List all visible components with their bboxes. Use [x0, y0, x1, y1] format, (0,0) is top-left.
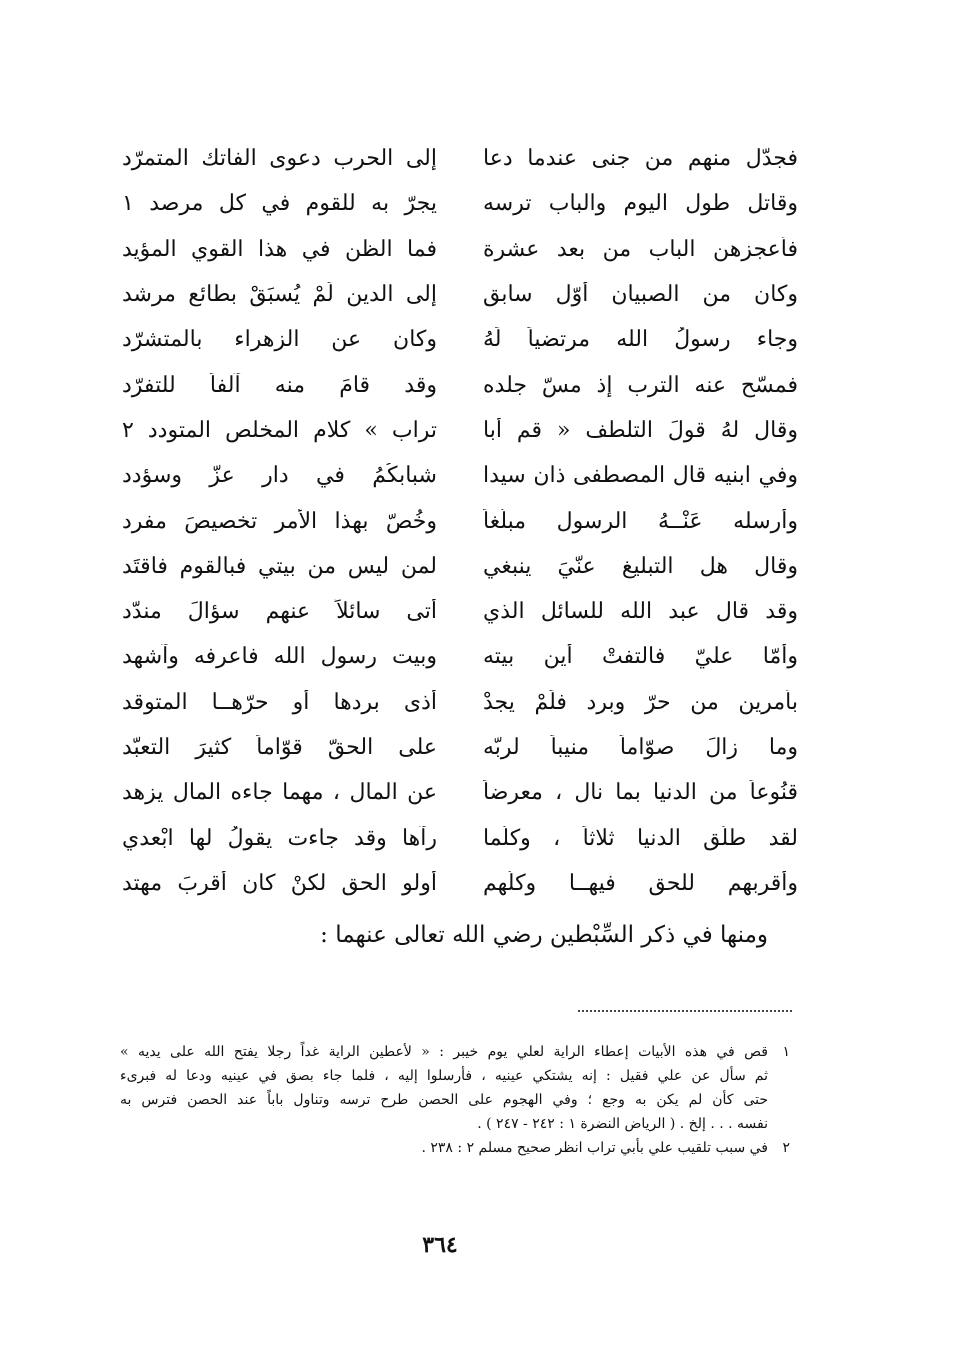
verse-first-hemistich: وأمّا عليّ فالتفتْ أين بيته	[483, 644, 798, 670]
footnote-line: قص في هذه الأبيات إعطاء الراية لعلي يوم خيبر : « لأعطين الراية غداً رجلا يفتح الله على يديه »	[120, 1044, 768, 1060]
verse-first-hemistich: لقد طلّق الدنيا ثلاثاً ، وكلّما	[483, 825, 798, 851]
verse-first-hemistich: وأرسله عَنْــهُ الرسول مبلّغاً	[483, 508, 798, 534]
verse-line	[118, 317, 798, 362]
verse-first-hemistich: وقال لهُ قولَ التلطف « قم أبا	[483, 417, 798, 443]
verse-second-hemistich: عن المال ، مهما جاءه المال يزهد	[122, 780, 437, 806]
verse-second-hemistich: على الحقّ قوّاماً كثيرَ التعبّد	[122, 735, 437, 760]
verse-first-hemistich: بأمرين من حرّ وبرد فلَمْ يجدْ	[483, 689, 798, 715]
verse-line	[118, 680, 798, 725]
footnotes-block	[120, 1040, 790, 1160]
verse-line	[118, 634, 798, 679]
verse-line	[118, 408, 798, 453]
verse-first-hemistich: وقاتل طول اليوم والباب ترسه	[483, 191, 798, 217]
verse-first-hemistich: فأعجزهن الباب من بعد عشرة	[483, 236, 798, 262]
footnote-text	[120, 1136, 768, 1160]
footnote-divider	[578, 1010, 792, 1012]
verse-first-hemistich: وقال هل التبليغ عنّيَ ينبغي	[483, 553, 798, 579]
verse-second-hemistich: يجرّ به للقوم في كل مرصد ١	[122, 191, 437, 217]
footnote-line: حتى كأن لم يكن به وجع ؛ وفي الهجوم على الحصن طرح ترسه وتناول باباً عند الحصن فترس به	[120, 1092, 768, 1108]
verse-line	[118, 770, 798, 815]
verse-second-hemistich: رآها وقد جاءت يقولُ لها ابْعدي	[122, 825, 437, 851]
verse-second-hemistich: إلى الحرب دعوى الفاتك المتمرّد	[122, 146, 437, 172]
verse-line	[118, 181, 798, 226]
verse-second-hemistich: فما الظن في هذا القوي المؤيد	[122, 236, 437, 262]
verse-first-hemistich: وقد قال عبد الله للسائل الذي	[483, 599, 798, 625]
footnote-line: ثم سأل عن علي فقيل : إنه يشتكي عينيه ، فأرسلوا إليه ، فلما جاء بصق في عينيه ودعا له فبرىء	[120, 1068, 768, 1084]
verse-first-hemistich: وكان من الصبيان أوّل سابق	[483, 282, 798, 308]
verse-line	[118, 725, 798, 770]
verse-first-hemistich: فجدّل منهم من جنى عندما دعا	[483, 146, 798, 172]
verse-second-hemistich: أذى بردها أو حرّهــا المتوقد	[122, 689, 437, 715]
verse-line	[118, 362, 798, 407]
verse-second-hemistich: وخُصّ بهذا الأمر تخصيصَ مفرد	[122, 508, 437, 534]
footnote	[120, 1136, 790, 1160]
footnote-line: في سبب تلقيب علي بأبي تراب انظر صحيح مسلم ٢ : ٢٣٨ .	[421, 1140, 768, 1156]
verse-second-hemistich: شبابكُمُ في دار عزّ وسؤدد	[122, 463, 437, 489]
verse-second-hemistich: وكان عن الزهراء بالمتشرّد	[122, 327, 437, 353]
verse-second-hemistich: وبيت رسول الله فاعرفه وآشهد	[122, 644, 437, 670]
verse-first-hemistich: قنُوعاً من الدنيا بما نال ، معرضاً	[483, 780, 798, 806]
verse-second-hemistich: لمن ليس من بيتي فبالقوم فاقتَد	[122, 553, 437, 579]
section-heading: ومنها في ذكر السِّبْطين رضي الله تعالى عنهما :	[320, 922, 768, 948]
verse-first-hemistich: وأقربهم للحق فيهــا وكلّهم	[483, 870, 798, 896]
verse-line	[118, 589, 798, 634]
verse-first-hemistich: وجاء رسولُ الله مرتضياً لَهُ	[483, 327, 798, 353]
verse-line	[118, 136, 798, 181]
verse-line	[118, 861, 798, 906]
verse-line	[118, 453, 798, 498]
footnote-line: نفسه . . . إلخ . ( الرياض النضرة ١ : ٢٤٢ - ٢٤٧ ) .	[477, 1116, 768, 1132]
verse-second-hemistich: أتى سائلاً عنهم سؤالَ مندّد	[122, 599, 437, 625]
verse-first-hemistich: وما زالَ صوّاماً منيباً لربّه	[483, 735, 798, 760]
verse-line	[118, 272, 798, 317]
verse-line	[118, 227, 798, 272]
verse-second-hemistich: إلى الدين لَمْ يُسبَقْ بطائع مرشد	[122, 282, 437, 308]
footnote-number: ١	[782, 1044, 790, 1060]
footnote-text	[120, 1040, 768, 1136]
page-number: ٣٦٤	[422, 1232, 458, 1258]
poem-block	[118, 136, 798, 906]
footnote-number: ٢	[782, 1140, 790, 1156]
verse-first-hemistich: وفي ابنيه قال المصطفى ذان سيدا	[483, 463, 798, 489]
verse-line	[118, 815, 798, 860]
verse-line	[118, 498, 798, 543]
verse-first-hemistich: فمسّح عنه الترب إذ مسّ جلده	[483, 372, 798, 398]
verse-second-hemistich: أولو الحق لكنْ كان أقربَ مهتد	[122, 870, 437, 896]
verse-second-hemistich: وقد قامَ منه آلفاً للتفرّد	[122, 372, 437, 398]
footnote	[120, 1040, 790, 1136]
verse-line	[118, 544, 798, 589]
verse-second-hemistich: تراب » كلام المخلص المتودد ٢	[122, 417, 437, 443]
